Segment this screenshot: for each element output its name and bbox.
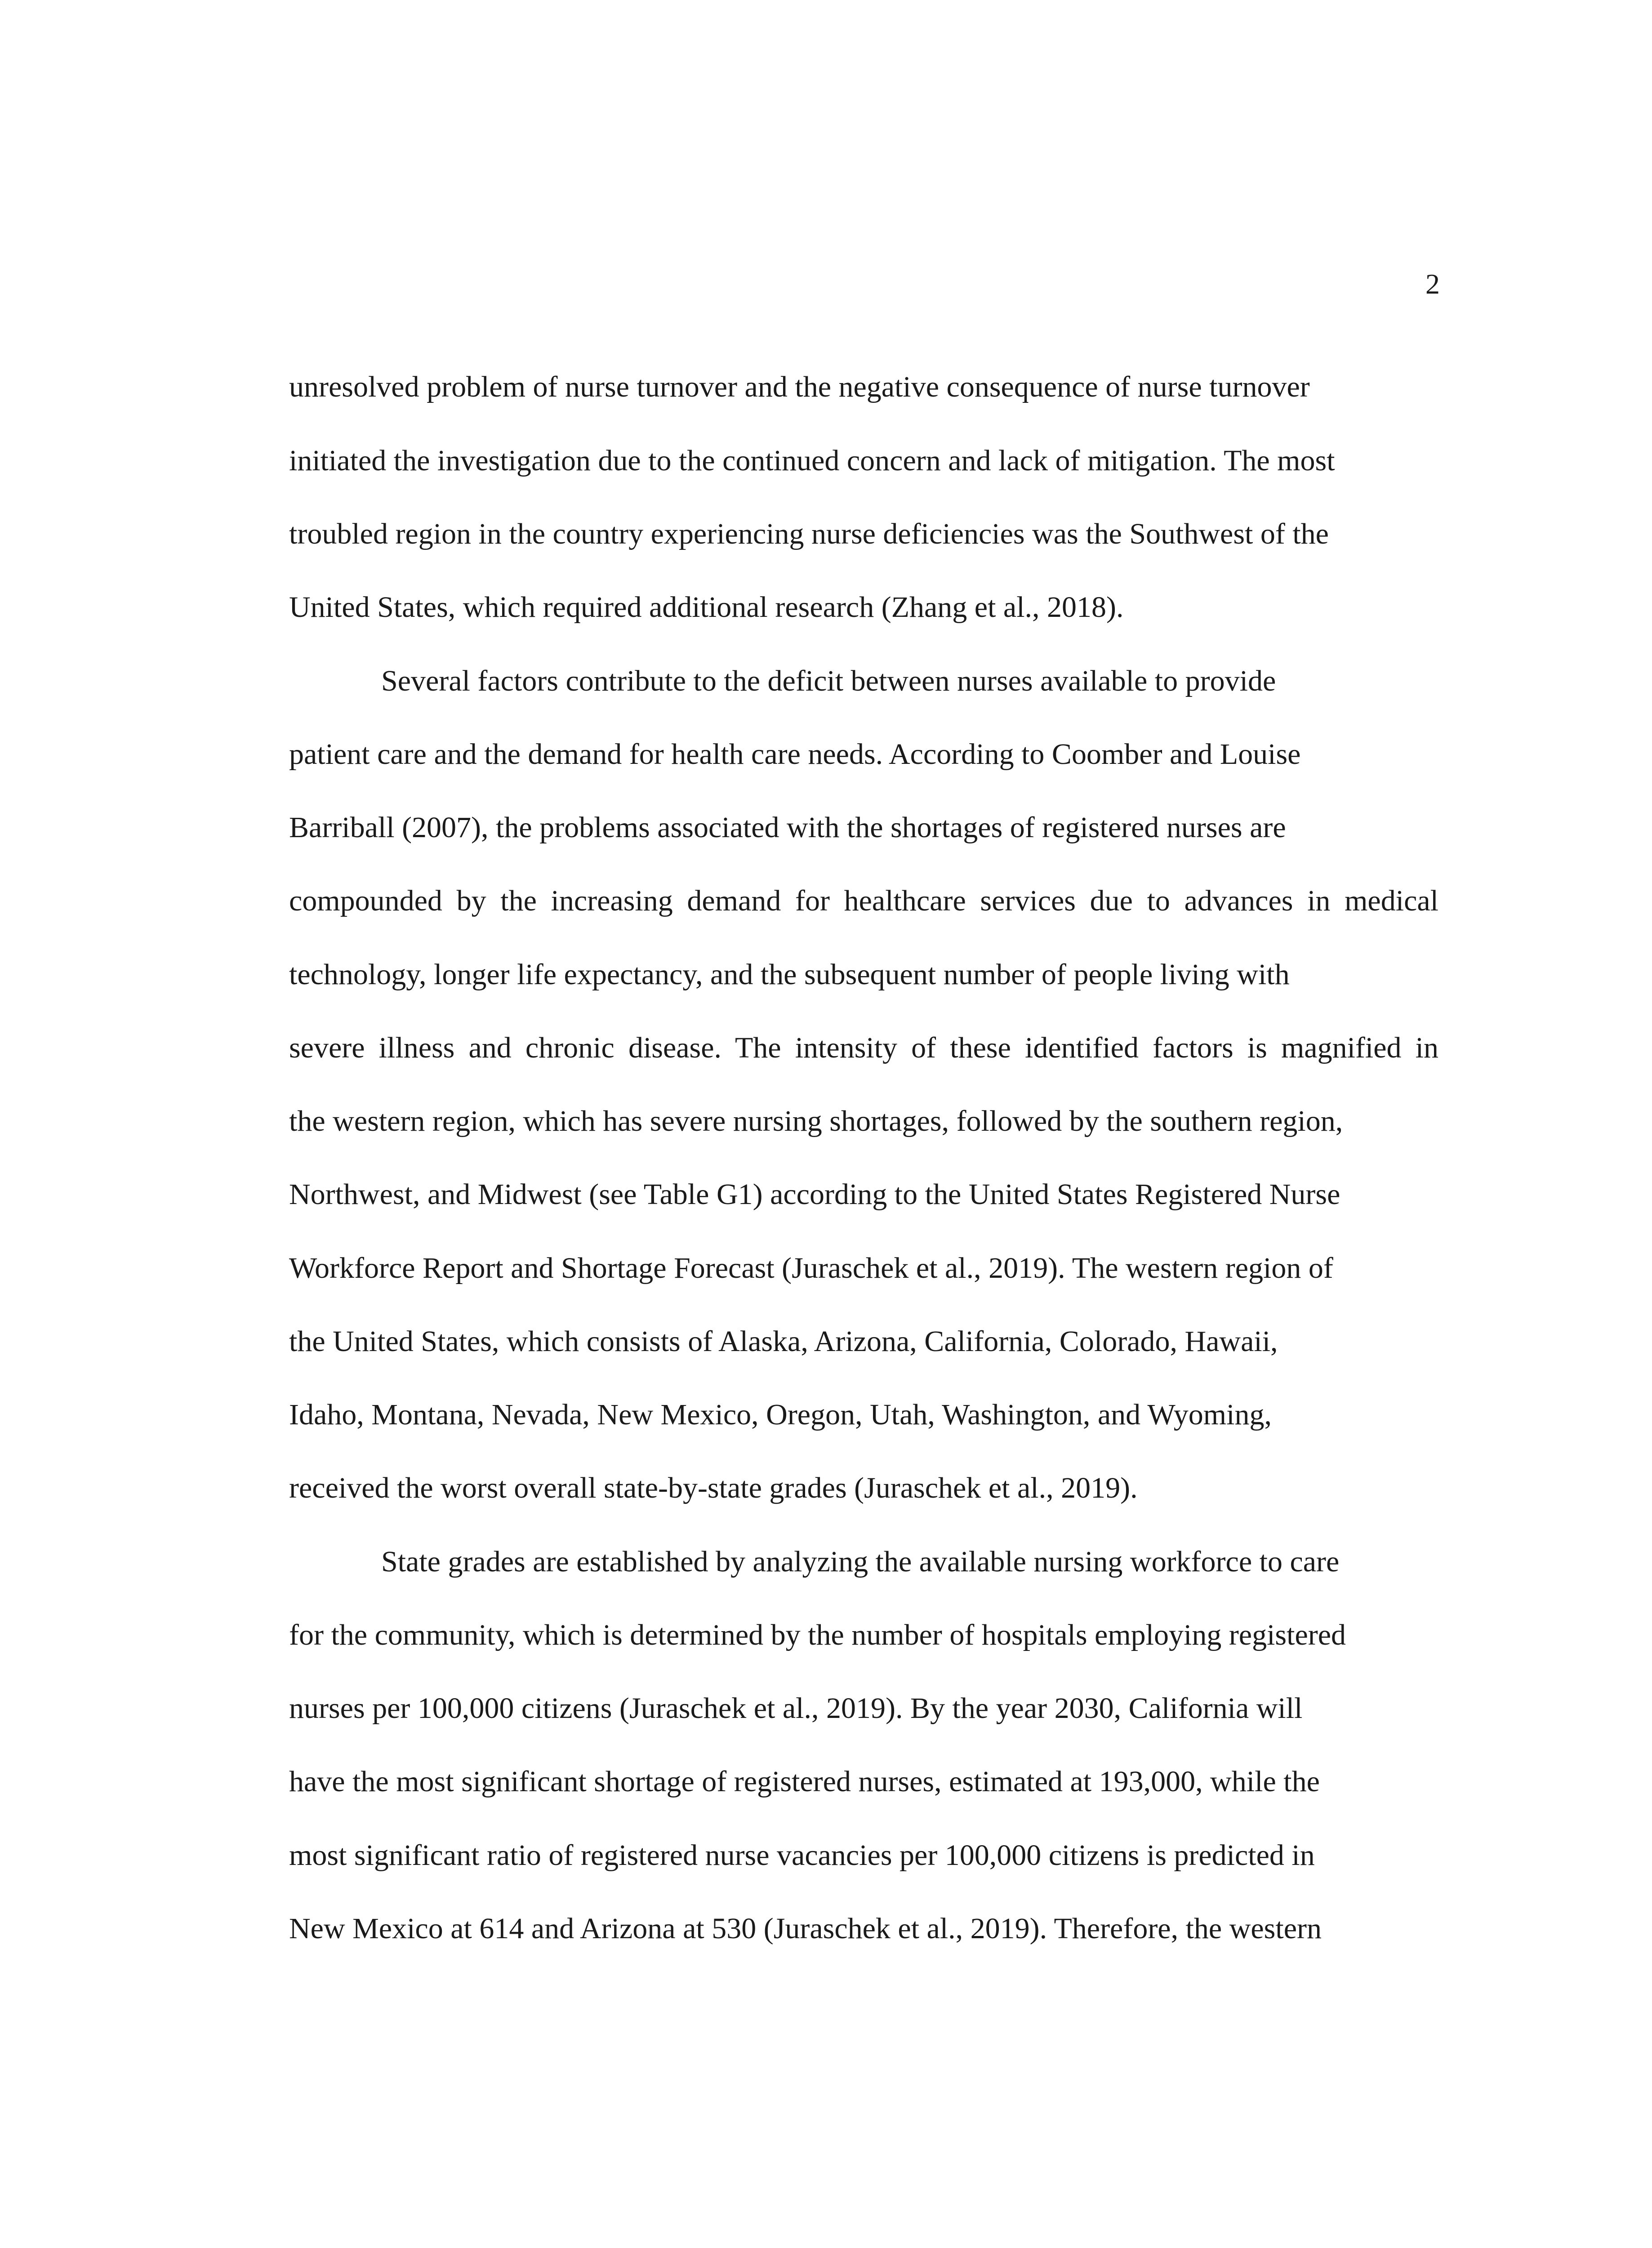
paragraph-line: State grades are established by analyzing the available nursing workforce to care xyxy=(381,1545,1340,1578)
paragraph-line: compounded by the increasing demand for healthcare services due to advances in medical xyxy=(289,884,1438,917)
paragraph-line: Workforce Report and Shortage Forecast (Juraschek et al., 2019). The western region of xyxy=(289,1252,1333,1285)
paragraph-line: initiated the investigation due to the continued concern and lack of mitigation. The most xyxy=(289,444,1335,477)
paragraph-line: Idaho, Montana, Nevada, New Mexico, Oregon, Utah, Washington, and Wyoming, xyxy=(289,1398,1272,1431)
paragraph-line: Several factors contribute to the deficit between nurses available to provide xyxy=(381,665,1276,697)
paragraph-line: patient care and the demand for health care needs. According to Coomber and Louise xyxy=(289,738,1301,771)
paragraph-line: nurses per 100,000 citizens (Juraschek et al., 2019). By the year 2030, California will xyxy=(289,1692,1303,1725)
paragraph-line: for the community, which is determined by the number of hospitals employing registered xyxy=(289,1619,1346,1651)
paragraph-line: severe illness and chronic disease. The intensity of these identified factors is magnified in xyxy=(289,1031,1438,1064)
paragraph-line: technology, longer life expectancy, and the subsequent number of people living with xyxy=(289,958,1290,991)
page-number: 2 xyxy=(1425,268,1440,300)
paragraph-line: received the worst overall state-by-state grades (Juraschek et al., 2019). xyxy=(289,1472,1138,1504)
paragraph-line: United States, which required additional research (Zhang et al., 2018). xyxy=(289,591,1124,624)
paragraph-line: most significant ratio of registered nurse vacancies per 100,000 citizens is predicted in xyxy=(289,1839,1315,1872)
paragraph-line: troubled region in the country experiencing nurse deficiencies was the Southwest of the xyxy=(289,517,1329,550)
paragraph-line: New Mexico at 614 and Arizona at 530 (Juraschek et al., 2019). Therefore, the western xyxy=(289,1912,1322,1945)
paragraph-line: the United States, which consists of Alaska, Arizona, California, Colorado, Hawaii, xyxy=(289,1325,1278,1358)
paragraph-line: Northwest, and Midwest (see Table G1) according to the United States Registered Nurse xyxy=(289,1178,1340,1211)
paragraph-line: Barriball (2007), the problems associated with the shortages of registered nurses are xyxy=(289,811,1286,844)
paragraph-line: have the most significant shortage of registered nurses, estimated at 193,000, while the xyxy=(289,1765,1320,1798)
paragraph-line: the western region, which has severe nursing shortages, followed by the southern region, xyxy=(289,1105,1343,1137)
paragraph-line: unresolved problem of nurse turnover and the negative consequence of nurse turnover xyxy=(289,370,1310,403)
